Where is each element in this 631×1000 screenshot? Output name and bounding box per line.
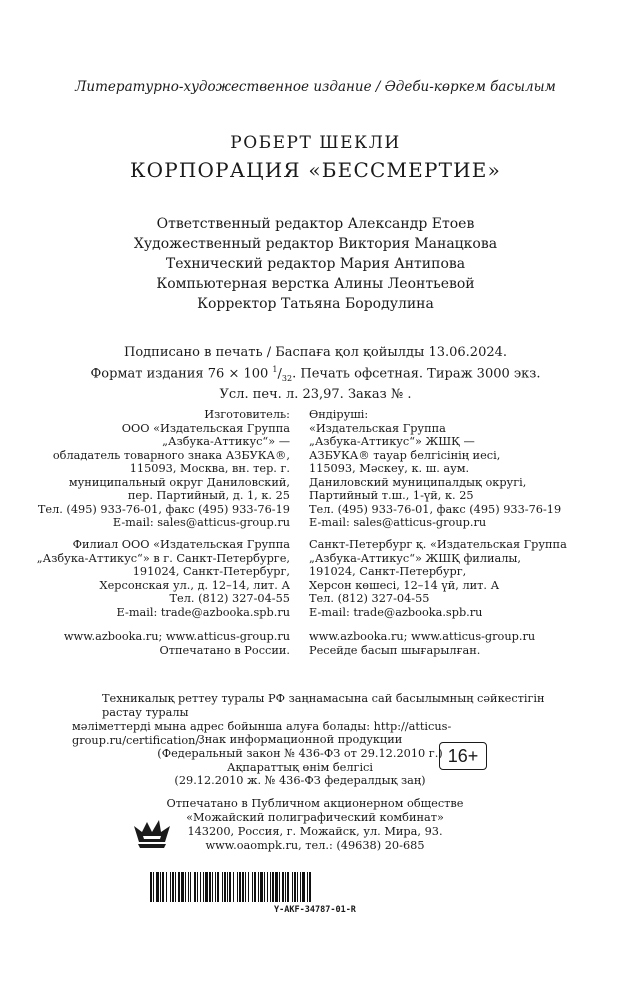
- barcode-bar: [227, 872, 228, 902]
- barcode-bar: [287, 872, 289, 902]
- barcode-bar: [307, 872, 308, 902]
- text-line: E-mail: sales@atticus-group.ru: [112, 516, 290, 529]
- fraction-numerator: 1: [272, 364, 278, 374]
- barcode-text: Y-AKF-34787-01-R: [274, 905, 356, 915]
- web-kz: [309, 630, 535, 657]
- print-info: [0, 345, 631, 403]
- barcode-bar: [267, 872, 268, 902]
- barcode-bar: [285, 872, 286, 902]
- barcode-bar: [275, 872, 278, 902]
- text-line: пер. Партийный, д. 1, к. 25: [127, 489, 290, 502]
- text-line: E-mail: trade@azbooka.spb.ru: [116, 605, 290, 619]
- text-line: Отпечатано в Публичном акционерном обществе: [166, 797, 464, 810]
- text-line: Тел. (495) 933-76-01, факс (495) 933-76-19: [37, 502, 290, 516]
- format-text-2: . Печать офсетная. Тираж 3000 экз.: [292, 365, 541, 381]
- text-line: www.oaompk.ru, тел.: (49638) 20-685: [205, 839, 425, 852]
- barcode-bar: [217, 872, 219, 902]
- text-line: E-mail: sales@atticus-group.ru: [309, 516, 487, 529]
- barcode-bar: [233, 872, 234, 902]
- barcode-bar: [188, 872, 189, 902]
- barcode-bar: [260, 872, 263, 902]
- text-line: Техникалық реттеу туралы РФ заңнамасына сай басылымның сәйкестігін растау туралы: [102, 692, 545, 719]
- barcode: [150, 872, 470, 902]
- print-format-line: Формат издания 76 × 100 $^1/_{32}$. Печать офсетная. Тираж 3000 экз.: [90, 364, 541, 383]
- text-line: Херсонская ул., д. 12–14, лит. А: [99, 578, 290, 592]
- text-line: Ресейде басып шығарылған.: [309, 643, 481, 657]
- barcode-bar: [185, 872, 186, 902]
- text-line: Отпечатано в России.: [159, 643, 290, 657]
- text-line: 115093, Мәскеу, к. ш. аум.: [309, 462, 470, 475]
- text-line: «Можайский полиграфический комбинат»: [186, 811, 444, 824]
- barcode-bar: [175, 872, 176, 902]
- barcode-bar: [172, 872, 174, 902]
- barcode-bar: [166, 872, 167, 902]
- barcode-bar: [222, 872, 223, 902]
- barcode-bar: [258, 872, 259, 902]
- barcode-bar: [209, 872, 211, 902]
- barcode-bar: [203, 872, 204, 902]
- credit-line: Ответственный редактор Александр Етоев: [156, 216, 475, 232]
- credit-line: Корректор Татьяна Бородулина: [197, 296, 434, 312]
- barcode-bar: [254, 872, 256, 902]
- text-line: www.azbooka.ru; www.atticus-group.ru: [63, 630, 290, 643]
- text-line: E-mail: trade@azbooka.spb.ru: [309, 605, 483, 619]
- text-line: Санкт-Петербург қ. «Издательская Группа: [309, 538, 567, 551]
- barcode-bar: [229, 872, 231, 902]
- text-line: Партийный т.ш., 1-үй, к. 25: [309, 489, 474, 502]
- text-line: (Федеральный закон № 436-ФЗ от 29.12.2010 г.): [157, 746, 443, 760]
- text-line: Изготовитель:: [204, 408, 290, 421]
- text-line: (29.12.2010 ж. № 436-ФЗ федералдық заң): [174, 774, 426, 788]
- barcode-bar: [170, 872, 171, 902]
- barcode-bar: [212, 872, 213, 902]
- author-name: РОБЕРТ ШЕКЛИ: [230, 133, 401, 153]
- text-line: Херсон көшесі, 12–14 үй, лит. А: [309, 578, 500, 592]
- barcode-bar: [215, 872, 216, 902]
- barcode-bar: [197, 872, 198, 902]
- barcode-bar: [272, 872, 274, 902]
- barcode-bar: [248, 872, 249, 902]
- branch-kz: [309, 538, 567, 619]
- text-line: 191024, Санкт-Петербург,: [132, 565, 290, 578]
- text-line: Тел. (812) 327-04-55: [309, 592, 430, 605]
- text-line: Тел. (495) 933-76-01, факс (495) 933-76-19: [309, 502, 562, 516]
- text-line: www.azbooka.ru; www.atticus-group.ru: [309, 630, 536, 643]
- text-line: Ақпараттық өнім белгісі: [226, 760, 373, 774]
- barcode-bar: [294, 872, 296, 902]
- credit-line: Технический редактор Мария Антипова: [165, 256, 466, 272]
- barcode-bar: [270, 872, 271, 902]
- barcode-bar: [160, 872, 161, 902]
- barcode-bar: [162, 872, 164, 902]
- text-line: 191024, Санкт-Петербург,: [309, 565, 467, 578]
- barcode-bar: [252, 872, 253, 902]
- text-line: мәліметтерді мына адрес бойынша алуға болады: http://atticus-group.ru/certification/.: [72, 720, 452, 747]
- web-ru: [64, 630, 290, 657]
- text-line: Тел. (812) 327-04-55: [169, 592, 290, 605]
- barcode-bar: [297, 872, 298, 902]
- barcode-bar: [200, 872, 201, 902]
- format-text: Формат издания 76 × 100: [90, 365, 273, 381]
- text-line: ООО «Издательская Группа: [121, 421, 290, 435]
- text-line: 143200, Россия, г. Можайск, ул. Мира, 93.: [187, 825, 443, 838]
- fraction-denominator: 32: [281, 373, 293, 383]
- book-title: КОРПОРАЦИЯ «БЕССМЕРТИЕ»: [129, 158, 502, 182]
- print-date-line: Подписано в печать / Баспаға қол қойылды 13.06.2024.: [123, 345, 508, 360]
- barcode-bar: [292, 872, 293, 902]
- age-rating-badge: 16+: [439, 742, 487, 770]
- text-line: Знак информационной продукции: [197, 733, 403, 746]
- barcode-bar: [282, 872, 284, 902]
- barcode-bar: [242, 872, 244, 902]
- printer-info: [140, 797, 490, 853]
- barcode-bar: [194, 872, 196, 902]
- credit-line: Компьютерная верстка Алины Леонтьевой: [156, 276, 475, 292]
- text-line: „Азбука-Аттикус“» ЖШҚ —: [309, 435, 475, 448]
- text-line: „Азбука-Аттикус“» —: [162, 435, 290, 448]
- branch-ru: [37, 538, 290, 619]
- barcode-bar: [190, 872, 191, 902]
- text-line: „Азбука-Аттикус“» в г. Санкт-Петербурге,: [36, 551, 290, 565]
- barcode-bar: [205, 872, 208, 902]
- barcode-bar: [264, 872, 265, 902]
- barcode-bar: [181, 872, 184, 902]
- barcode-bar: [309, 872, 311, 902]
- barcode-bar: [279, 872, 280, 902]
- text-line: АЗБУКА® тауар белгісінің иесі,: [309, 448, 501, 462]
- manufacturer-kz: [309, 408, 561, 530]
- barcode-bar: [239, 872, 241, 902]
- text-line: 115093, Москва, вн. тер. г.: [129, 462, 290, 475]
- barcode-bar: [302, 872, 305, 902]
- text-line: обладатель товарного знака АЗБУКА®,: [52, 448, 290, 462]
- credits-block: [0, 214, 631, 314]
- barcode-bar: [224, 872, 226, 902]
- manufacturer-ru: [38, 408, 290, 530]
- text-line: Даниловский муниципалдық округі,: [309, 475, 527, 489]
- info-product-sign: [150, 733, 450, 788]
- series-label: Литературно-художественное издание / Әдеби-көркем басылым: [75, 79, 556, 95]
- credit-line: Художественный редактор Виктория Манацкова: [133, 236, 498, 252]
- text-line: муниципальный округ Даниловский,: [68, 475, 290, 489]
- text-line: „Азбука-Аттикус“» ЖШҚ филиалы,: [309, 551, 522, 565]
- barcode-bar: [156, 872, 159, 902]
- barcode-bar: [150, 872, 152, 902]
- print-order-line: Усл. печ. л. 23,97. Заказ № .: [219, 386, 412, 402]
- barcode-bar: [300, 872, 301, 902]
- barcode-bar: [245, 872, 246, 902]
- text-line: Филиал ООО «Издательская Группа: [72, 538, 290, 551]
- barcode-bar: [237, 872, 238, 902]
- text-line: Өндіруші:: [309, 408, 369, 421]
- barcode-bar: [153, 872, 154, 902]
- text-line: «Издательская Группа: [309, 421, 446, 435]
- barcode-bar: [178, 872, 180, 902]
